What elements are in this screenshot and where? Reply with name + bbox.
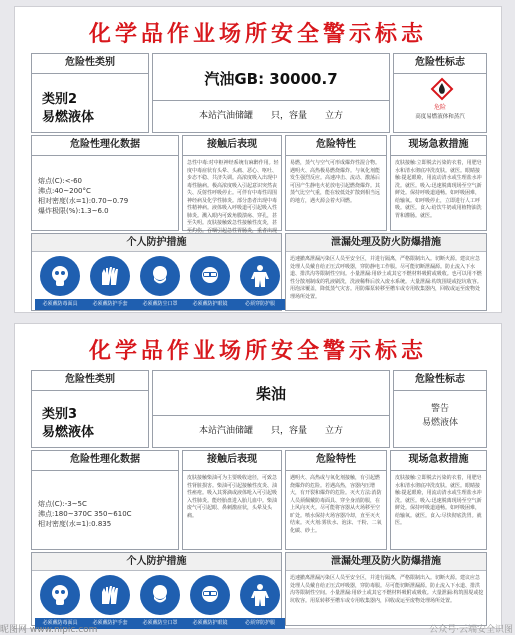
hazard-char-text: 遇明火、高热或与氧化剂接触，有引起燃烧爆炸的危险。若遇高热，容器内压增大，有开裂和爆炸的危险。灭火方法:消防人员须佩戴防毒面具、穿全身消防服，在上风向灭火。尽可能将容器从火场移至空旷处。喷水保持火场容器冷却，直至灭火结束。灭火剂:雾状水、泡沫、干粉、二氧化碳、砂土。 (290, 475, 382, 534)
warning-board-gasoline (14, 6, 502, 313)
hazard-class-type: 易燃液体 (42, 110, 95, 125)
ppe-goggles (188, 575, 232, 629)
gloves-icon (97, 582, 123, 608)
board-title: 化学品作业场所安全警示标志 (88, 22, 427, 47)
ppe-label: 必须戴防尘口罩 (135, 618, 185, 629)
product-name: 柴油 (255, 385, 286, 403)
gloves-icon (97, 263, 123, 289)
ppe-gloves (88, 256, 132, 310)
ppe-protective-suit (238, 256, 282, 310)
hazard-char-header: 危险特性 (316, 139, 356, 150)
goggles-icon (197, 263, 223, 289)
protective-suit-icon (247, 582, 273, 608)
hazard-sign-header: 危险性标志 (415, 374, 465, 385)
ppe-dust-mask (138, 575, 182, 629)
warning-board-diesel (14, 323, 502, 629)
hazard-class-value: 类别3 (42, 407, 78, 422)
ppe-label: 必须戴防护眼镜 (185, 618, 235, 629)
hazard-char-text: 易燃，蒸气与空气可形成爆炸性混合物。遇明火、高热极易燃烧爆炸。与氧化剂能发生强烈反应。高速冲击、流动、激荡后可因产生静电火花放电引起燃烧爆炸。其蒸气比空气重，能在较低处扩散到相当远的地方，遇火源会着火回燃。 (290, 160, 381, 204)
ppe-cell (31, 552, 282, 626)
hazard-class-cell (31, 370, 149, 448)
hazard-class-header: 危险性类别 (65, 374, 115, 385)
watermark-right: 公众号·云端安全识图 (429, 625, 513, 635)
ppe-label: 必须戴防护手套 (85, 299, 135, 310)
ppe-gloves (88, 575, 132, 629)
hazard-char-cell (285, 450, 387, 550)
protective-suit-icon (247, 263, 273, 289)
ppe-label: 必须戴防毒面具 (35, 618, 85, 629)
first-aid-header: 现场急救措施 (408, 454, 469, 465)
watermark-left: 昵图网 www.nipic.com (0, 625, 98, 635)
hazard-char-header: 危险特性 (316, 454, 356, 465)
contact-cell (182, 450, 282, 550)
flame-diamond-icon (431, 78, 453, 100)
ppe-label: 必须穿防护服 (235, 299, 285, 310)
ppe-label: 必须戴防护眼镜 (185, 299, 235, 310)
phys-line: 熔点(C):-3~5C (38, 500, 87, 508)
dust-mask-icon (147, 263, 173, 289)
phys-data-header: 危险性理化数据 (70, 139, 140, 150)
ppe-label: 必须穿防护服 (235, 618, 285, 629)
phys-line: 沸点:40~200°C (38, 187, 91, 195)
first-aid-header: 现场急救措施 (408, 139, 469, 150)
ppe-protective-suit (238, 575, 282, 629)
product-name: 汽油GB: 30000.7 (204, 70, 338, 88)
hazard-sign-cell (393, 370, 487, 448)
hazard-signal-word: 警告 (430, 404, 449, 414)
gas-mask-icon (47, 263, 73, 289)
contact-text: 皮肤接触柴油可为主要吸收途径，可致急性肾脏损害。柴油可引起接触性皮炎、油性痤疮。吸入其雾滴或液体呛入可引起吸入性肺炎。能经胎盘进入胎儿血中。柴油废气可引起眼、鼻刺激症状，头晕及头痛。 (187, 475, 278, 519)
ppe-label: 必须戴防毒面具 (35, 299, 85, 310)
goggles-icon (197, 582, 223, 608)
dust-mask-icon (147, 582, 173, 608)
hazard-statement: 易燃液体 (421, 418, 458, 428)
storage-line: 本站汽油储罐 只，容量 立方 (198, 111, 343, 121)
phys-line: 沸点:180~370C 350~610C (38, 510, 132, 518)
first-aid-cell (390, 450, 487, 550)
phys-data-header: 危险性理化数据 (70, 454, 140, 465)
spill-text: 迅速撤离泄漏污染区人员至安全区，并进行隔离，严格限制出入。切断火源。建议应急处理人员戴自给正压式呼吸器，穿防毒服。尽可能切断泄漏源。防止流入下水道、排洪沟等限制性空间。小量泄漏:用砂土或其它不燃材料吸附或吸收。大量泄漏:构筑围堤或挖坑收容。用泵转移至槽车或专用收集器内，回收或运至废物处理场所处置。 (290, 575, 484, 604)
spill-header: 泄漏处理及防火防爆措施 (286, 234, 486, 252)
contact-cell (182, 135, 282, 234)
ppe-label: 必须戴防护手套 (85, 618, 135, 629)
hazard-signal-word: 危险 (433, 104, 446, 111)
hazard-class-value: 类别2 (42, 92, 78, 107)
product-cell (152, 53, 390, 133)
ppe-goggles (188, 256, 232, 310)
spill-cell (285, 233, 487, 311)
contact-header: 接触后表现 (207, 139, 257, 150)
first-aid-text: 皮肤接触:立即脱去污染的衣着，用肥皂水和清水彻底冲洗皮肤。就医。眼睛接触:提起眼睑，用流动清水或生理盐水冲洗。就医。吸入:迅速脱离现场至空气新鲜处。保持呼吸道通畅。如呼吸困难，给输氧。如呼吸停止，立即进行人工呼吸。就医。食入:给饮牛奶或用植物油洗胃和灌肠。就医。 (395, 160, 482, 219)
hazard-class-type: 易燃液体 (42, 425, 95, 440)
hazard-statement: 高度易燃液体和蒸汽 (415, 114, 465, 120)
phys-line: 熔点(C):<-60 (38, 177, 83, 185)
contact-header: 接触后表现 (207, 454, 257, 465)
ppe-cell (31, 233, 282, 311)
hazard-sign-cell (393, 53, 487, 133)
phys-line: 相对密度(水=1):0.835 (38, 520, 112, 528)
phys-data-cell (31, 450, 179, 550)
hazard-char-cell (285, 135, 387, 231)
product-cell (152, 370, 390, 448)
ppe-gas-mask (38, 256, 82, 310)
first-aid-cell (390, 135, 487, 231)
ppe-header: 个人防护措施 (32, 234, 281, 252)
ppe-gas-mask (38, 575, 82, 629)
spill-header: 泄漏处理及防火防爆措施 (286, 553, 486, 571)
contact-text: 急性中毒:对中枢神经系统有麻醉作用。轻度中毒症状有头晕、头痛、恶心、呕吐、步态不稳、共济失调。高浓度吸入出现中毒性脑病。极高浓度吸入引起意识突然丧失、反射性呼吸停止。可伴有中毒性周围神经病及化学性肺炎。部分患者出现中毒性精神病。液体吸入呼吸道可引起吸入性肺炎。溅入眼内可致角膜溃疡、穿孔，甚至失明。皮肤接触致急性接触性皮炎，甚至灼伤。吞咽引起急性胃肠炎，重者出现 (187, 160, 279, 234)
ppe-header: 个人防护措施 (32, 553, 281, 571)
hazard-class-cell (31, 53, 149, 133)
board-title: 化学品作业场所安全警示标志 (88, 339, 427, 364)
hazard-sign-header: 危险性标志 (415, 57, 465, 68)
ppe-dust-mask (138, 256, 182, 310)
storage-line: 本站汽油储罐 只，容量 立方 (198, 426, 343, 436)
phys-line: 相对密度(水=1):0.70~0.79 (38, 197, 129, 205)
phys-line: 爆炸极限(%):1.3~6.0 (38, 207, 109, 215)
gas-mask-icon (47, 582, 73, 608)
first-aid-text: 皮肤接触:立即脱去污染的衣着，用肥皂水和清水彻底冲洗皮肤。就医。眼睛接触:提起眼睑，用流动清水或生理盐水冲洗。就医。吸入:迅速脱离现场至空气新鲜处。保持呼吸道通畅。如呼吸困难，给输氧。就医。食入:尽快彻底洗胃。就医。 (395, 475, 482, 526)
spill-cell (285, 552, 487, 626)
ppe-label: 必须戴防尘口罩 (135, 299, 185, 310)
spill-text: 迅速撤离泄漏污染区人员至安全区，并进行隔离，严格限制出入。切断火源。建议应急处理人员戴自给正压式呼吸器，穿防静电工作服。尽可能切断泄漏源。防止流入下水道、排洪沟等限制性空间。小量泄漏:用砂土或其它不燃材料吸附或吸收。也可以用不燃性分散剂制成的乳液刷洗，洗液稀释后放入废水系统。大量泄漏:构筑围堤或挖坑收容。用泡沫覆盖，降低蒸气灾害。用防爆泵转移至槽车或专用收集器内，回收或运至废物处理场所处置。 (290, 256, 482, 300)
hazard-class-header: 危险性类别 (65, 57, 115, 68)
phys-data-cell (31, 135, 179, 231)
